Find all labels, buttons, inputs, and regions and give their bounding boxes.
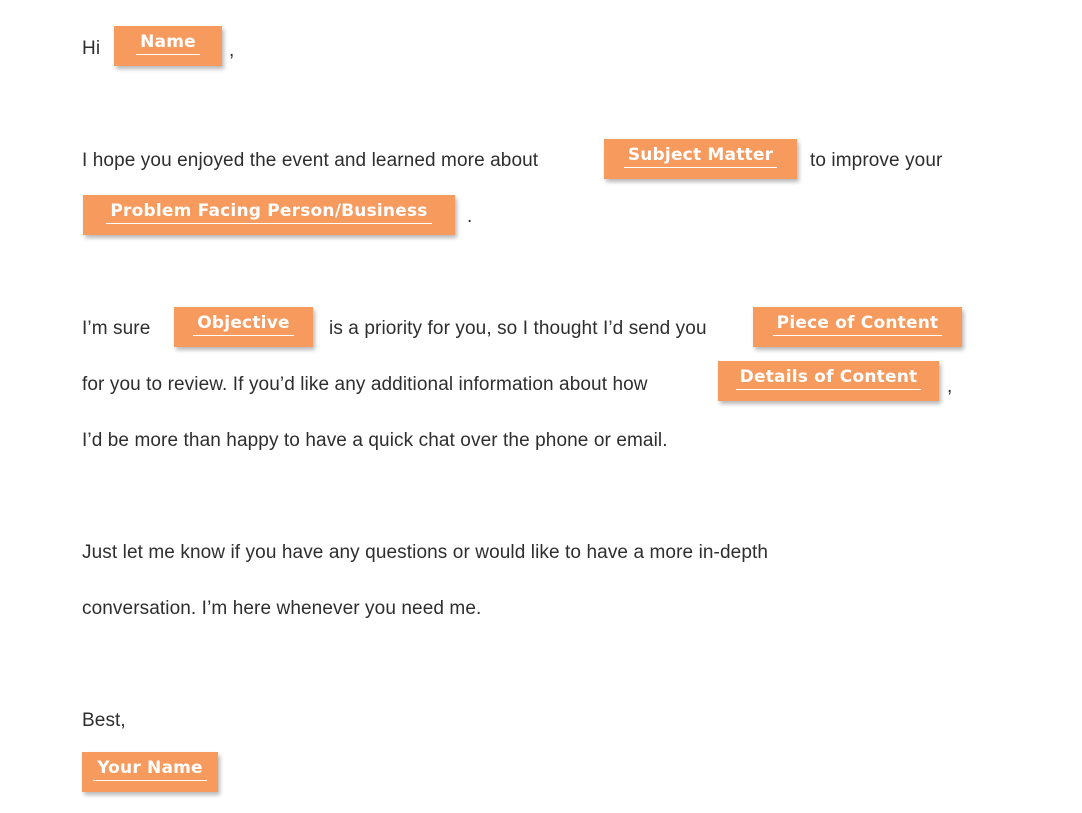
subject-matter-tag[interactable]: [604, 139, 797, 179]
subject-matter-label: Subject Matter: [624, 144, 777, 168]
piece-of-content-label: Piece of Content: [773, 312, 943, 336]
name-placeholder-label: Name: [136, 31, 200, 55]
details-of-content-tag[interactable]: [718, 361, 939, 401]
paragraph1-line1-before: I hope you enjoyed the event and learned more about: [82, 150, 539, 171]
details-of-content-label: Details of Content: [736, 366, 922, 390]
paragraph1-line1-after: to improve your: [810, 150, 943, 171]
greeting-comma: ,: [229, 40, 235, 61]
objective-label: Objective: [193, 312, 293, 336]
signoff-best: Best,: [82, 710, 126, 731]
paragraph2-comma: ,: [947, 376, 953, 397]
paragraph1-period: .: [467, 206, 473, 227]
paragraph2-im-sure: I’m sure: [82, 318, 151, 339]
objective-tag[interactable]: [174, 307, 313, 347]
greeting-hi: Hi: [82, 38, 101, 59]
your-name-tag[interactable]: [82, 752, 218, 792]
paragraph2-priority-text: is a priority for you, so I thought I’d send you: [329, 318, 707, 339]
problem-facing-tag[interactable]: [83, 195, 455, 235]
name-placeholder-tag[interactable]: [114, 26, 222, 66]
paragraph3-line2: conversation. I’m here whenever you need me.: [82, 598, 482, 619]
problem-facing-label: Problem Facing Person/Business: [106, 200, 431, 224]
paragraph2-review-text: for you to review. If you’d like any additional information about how: [82, 374, 648, 395]
paragraph3-line1: Just let me know if you have any questions or would like to have a more in-depth: [82, 542, 769, 563]
piece-of-content-tag[interactable]: [753, 307, 962, 347]
paragraph2-line3: I’d be more than happy to have a quick chat over the phone or email.: [82, 430, 668, 451]
your-name-label: Your Name: [93, 757, 207, 781]
